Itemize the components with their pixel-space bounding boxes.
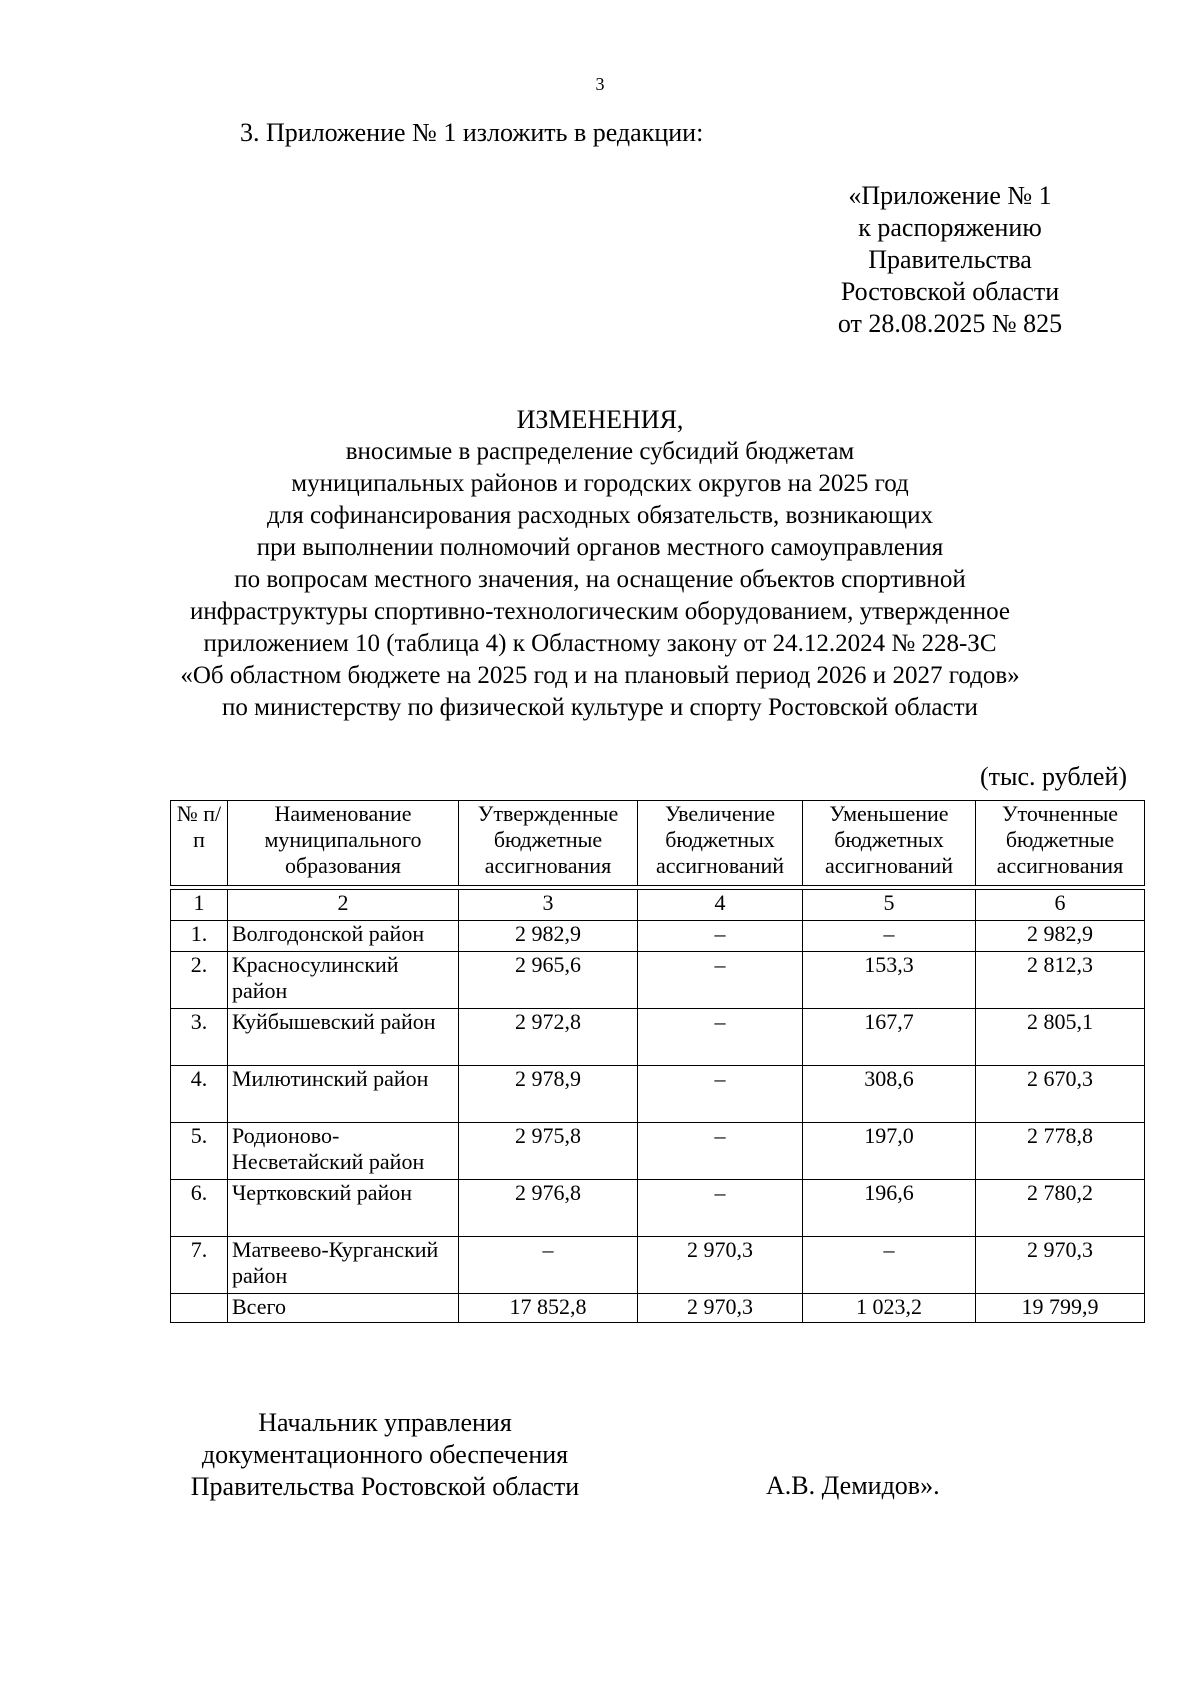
row-number: 5. [171,1123,228,1180]
increase-cell: 2 970,3 [638,1237,803,1294]
increase-cell: – [638,1066,803,1123]
signer-position-line: документационного обеспечения [201,1440,569,1469]
total-label: Всего [228,1294,459,1323]
column-number: 2 [228,890,459,921]
appendix-reference [800,180,1100,340]
municipality-name: Чертковский район [228,1180,459,1237]
appendix-ref-line: Ростовской области [840,277,1060,306]
row-number: 2. [171,952,228,1009]
row-number: 7. [171,1237,228,1294]
signer-position [170,1407,600,1503]
signature-block [170,1407,600,1503]
increase-cell: – [638,1009,803,1066]
title-line: приложением 10 (таблица 4) к Областному закону от 24.12.2024 № 228-ЗС [203,630,997,657]
instruction-text: 3. Приложение № 1 изложить в редакции: [240,118,704,147]
decrease-cell: 308,6 [803,1066,976,1123]
title-line: при выполнении полномочий органов местного самоуправления [256,534,944,561]
total-increase: 2 970,3 [638,1294,803,1323]
approved-cell: 2 982,9 [459,921,638,952]
decrease-cell: – [803,921,976,952]
increase-cell: – [638,1180,803,1237]
appendix-ref-line: «Приложение № 1 [848,181,1052,210]
column-number: 1 [171,890,228,921]
title-line: по министерству по физической культуре и спорту Ростовской области [222,694,978,721]
decrease-cell: – [803,1237,976,1294]
revised-cell: 2 778,8 [976,1123,1145,1180]
title-line: «Об областном бюджете на 2025 год и на плановый период 2026 и 2027 годов» [180,662,1020,689]
signer-position-line: Начальник управления [258,1408,512,1437]
increase-cell: – [638,952,803,1009]
approved-cell: 2 975,8 [459,1123,638,1180]
signer-name: А.В. Демидов». [766,1471,940,1500]
header-cell: № п/п [171,801,228,886]
table-row [171,1066,1145,1123]
header-cell: Наименование муниципального образования [228,801,459,886]
column-number: 4 [638,890,803,921]
approved-cell: 2 976,8 [459,1180,638,1237]
total-revised: 19 799,9 [976,1294,1145,1323]
column-number: 6 [976,890,1145,921]
total-row [171,1294,1145,1323]
row-number: 6. [171,1180,228,1237]
subsidy-table [170,800,1145,1323]
column-number-row [171,890,1145,921]
revised-cell: 2 670,3 [976,1066,1145,1123]
signer-position-line: Правительства Ростовской области [190,1472,580,1501]
decrease-cell: 167,7 [803,1009,976,1066]
row-number: 3. [171,1009,228,1066]
decrease-cell: 153,3 [803,952,976,1009]
table-header-row [171,801,1145,886]
approved-cell: 2 972,8 [459,1009,638,1066]
increase-cell: – [638,1123,803,1180]
column-number: 3 [459,890,638,921]
row-number: 4. [171,1066,228,1123]
column-number: 5 [803,890,976,921]
row-number: 1. [171,921,228,952]
municipality-name: Красносулинский район [228,952,459,1009]
header-cell: Уменьшение бюджетных ассигнований [803,801,976,886]
municipality-name: Милютинский район [228,1066,459,1123]
appendix-ref-line: к распоряжению [858,213,1042,242]
table-row [171,1180,1145,1237]
title-line: для софинансирования расходных обязательств, возникающих [267,502,933,529]
total-approved: 17 852,8 [459,1294,638,1323]
title-line: по вопросам местного значения, на оснащение объектов спортивной [234,566,966,593]
units-label: (тыс. рублей) [980,762,1128,791]
decrease-cell: 196,6 [803,1180,976,1237]
title-line: муниципальных районов и городских округов на 2025 год [291,470,909,497]
municipality-name: Родионово-Несветайский район [228,1123,459,1180]
revised-cell: 2 982,9 [976,921,1145,952]
approved-cell: 2 965,6 [459,952,638,1009]
total-decrease: 1 023,2 [803,1294,976,1323]
municipality-name: Матвеево-Курганский район [228,1237,459,1294]
approved-cell: 2 978,9 [459,1066,638,1123]
header-cell: Уточненные бюджетные ассигнования [976,801,1145,886]
title-heading: ИЗМЕНЕНИЯ, [516,405,684,434]
increase-cell: – [638,921,803,952]
header-cell: Утвержденные бюджетные ассигнования [459,801,638,886]
table-row [171,1123,1145,1180]
revised-cell: 2 805,1 [976,1009,1145,1066]
municipality-name: Волгодонской район [228,921,459,952]
table-row [171,1237,1145,1294]
header-cell: Увеличение бюджетных ассигнований [638,801,803,886]
document-title [0,404,1200,724]
appendix-ref-line: Правительства [868,245,1032,274]
table-row [171,1009,1145,1066]
appendix-ref-line: от 28.08.2025 № 825 [837,309,1063,338]
municipality-name: Куйбышевский район [228,1009,459,1066]
approved-cell: – [459,1237,638,1294]
decrease-cell: 197,0 [803,1123,976,1180]
revised-cell: 2 812,3 [976,952,1145,1009]
revised-cell: 2 780,2 [976,1180,1145,1237]
table-row [171,921,1145,952]
table-row [171,952,1145,1009]
revised-cell: 2 970,3 [976,1237,1145,1294]
title-line: инфраструктуры спортивно-технологическим оборудованием, утвержденное [189,598,1010,625]
page-number: 3 [595,74,605,94]
title-line: вносимые в распределение субсидий бюджетам [345,438,855,465]
